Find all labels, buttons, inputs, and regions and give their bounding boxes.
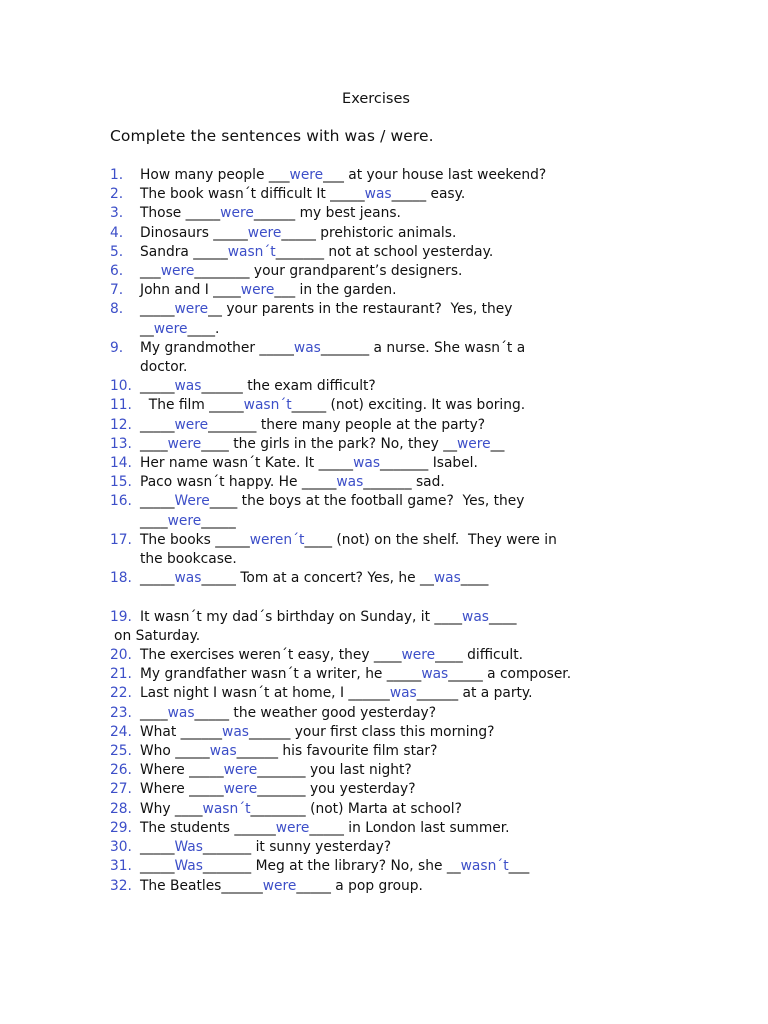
exercise-item (110, 531, 630, 569)
sentence-text: _____ (140, 301, 175, 318)
exercise-item (110, 838, 630, 857)
exercise-item (110, 780, 630, 799)
answer-word: Was (174, 858, 203, 875)
sentence-text: The books _____ (140, 531, 250, 548)
answer-word: wasn´t (460, 858, 509, 875)
sentence (140, 454, 630, 473)
sentence-text: Her name wasn´t Kate. It _____ (140, 455, 354, 472)
answer-word: was (293, 339, 321, 356)
sentence-text: ____ (not) on the shelf. They were in (304, 531, 557, 548)
sentence-text: Where _____ (140, 781, 224, 798)
sentence-text: Those _____ (140, 205, 221, 222)
sentence-text: _____ easy. (391, 186, 466, 203)
sentence-text: _____ (140, 416, 175, 433)
sentence-text: ____ difficult. (435, 647, 523, 664)
answer-word: was (462, 608, 489, 625)
answer-word: were (401, 647, 436, 664)
sentence-text: The Beatles______ (140, 877, 263, 894)
exercise-item (110, 435, 630, 454)
answer-word: were (174, 416, 209, 433)
sentence-text: ___ (140, 263, 161, 280)
item-number: 10. (110, 378, 132, 395)
sentence-text: ____ (140, 704, 168, 721)
item-number: 25. (110, 743, 132, 760)
answer-word: weren´t (249, 531, 305, 548)
sentence (140, 204, 630, 223)
sentence (140, 243, 630, 262)
sentence-text: Who _____ (140, 743, 210, 760)
exercise-item (110, 416, 630, 435)
answer-word: was (336, 474, 364, 491)
sentence-text: _____ (140, 378, 175, 395)
item-number: 9. (110, 339, 124, 356)
exercise-item (110, 243, 630, 262)
exercise-item (110, 185, 630, 204)
sentence-text: _____ in London last summer. (309, 819, 510, 836)
sentence (140, 608, 630, 627)
sentence-text: doctor. (140, 359, 188, 376)
item-number: 29. (110, 819, 132, 836)
item-number: 30. (110, 839, 132, 856)
sentence (140, 761, 630, 780)
sentence-text: ____ (140, 512, 168, 529)
answer-word: were (220, 205, 254, 222)
exercise-item (110, 492, 630, 530)
exercise-item (110, 646, 630, 665)
sentence (140, 742, 630, 761)
exercise-item (110, 339, 630, 377)
answer-word: was (433, 570, 461, 587)
item-number: 28. (110, 800, 132, 817)
sentence-text: _____ (140, 858, 175, 875)
exercise-item (110, 723, 630, 742)
item-number: 3. (110, 205, 124, 222)
exercise-item (110, 281, 630, 300)
sentence-text: ___ (508, 858, 530, 875)
sentence (140, 704, 630, 723)
sentence (140, 800, 630, 819)
sentence (140, 281, 630, 300)
sentence (140, 377, 630, 396)
exercise-item-wrap (110, 608, 630, 646)
answer-word: were (223, 781, 258, 798)
sentence-text: _______ you yesterday? (257, 781, 416, 798)
answer-word: wasn´t (243, 397, 292, 414)
item-number: 7. (110, 282, 124, 299)
sentence-text: My grandmother _____ (140, 339, 294, 356)
sentence-text: _____ the weather good yesterday? (194, 704, 437, 721)
exercise-item (110, 569, 630, 588)
sentence (140, 492, 630, 530)
exercise-item (110, 166, 630, 185)
sentence-text: John and I ____ (140, 282, 241, 299)
exercise-item (110, 742, 630, 761)
item-number: 1. (110, 167, 124, 183)
sentence (140, 857, 630, 876)
answer-word: were (247, 224, 282, 241)
exercise-item (110, 761, 630, 780)
sentence-text: The exercises weren´t easy, they ____ (140, 647, 402, 664)
answer-word: were (160, 263, 195, 280)
sentence-text: Where _____ (140, 762, 224, 779)
sentence-text: My grandfather wasn´t a writer, he _____ (140, 666, 422, 683)
answer-word: were (262, 877, 297, 894)
sentence (140, 166, 630, 185)
exercise-item (110, 454, 630, 473)
exercise-item (110, 262, 630, 281)
sentence-text: How many people ___ (140, 167, 290, 183)
sentence-text: ________ your grandparent’s designers. (194, 263, 463, 280)
sentence (140, 877, 630, 896)
answer-word: was (389, 685, 417, 702)
sentence-text: What ______ (140, 723, 223, 740)
item-number: 21. (110, 666, 132, 683)
sentence (140, 569, 630, 588)
item-number: 24. (110, 723, 132, 740)
answer-word: was (209, 743, 237, 760)
answer-word: was (174, 378, 202, 395)
sentence-text: _____ (not) exciting. It was boring. (291, 397, 526, 414)
answer-word: was (421, 666, 449, 683)
exercise-list (110, 166, 630, 896)
answer-word: were (289, 167, 324, 183)
sentence-text: the bookcase. (140, 551, 237, 568)
answer-word: wasn´t (202, 800, 251, 817)
item-number: 19. (110, 608, 132, 625)
sentence (140, 646, 630, 665)
sentence (140, 262, 630, 281)
answer-word: were (167, 435, 202, 452)
sentence-text: Why ____ (140, 800, 203, 817)
item-number: 14. (110, 455, 132, 472)
sentence-text: _____ (201, 512, 236, 529)
page-title: Exercises (342, 91, 410, 107)
sentence-text: _____ a composer. (448, 666, 572, 683)
sentence (140, 416, 630, 435)
sentence-text: __ your parents in the restaurant? Yes, they (208, 301, 513, 318)
item-number: 6. (110, 263, 124, 280)
item-number: 26. (110, 762, 132, 779)
item-number: 11. (110, 397, 132, 414)
sentence-text: ___ at your house last weekend? (323, 167, 547, 183)
item-number: 5. (110, 243, 124, 260)
sentence-text: ________ (not) Marta at school? (250, 800, 462, 817)
sentence-text: Paco wasn´t happy. He _____ (140, 474, 337, 491)
answer-word: were (167, 512, 202, 529)
sentence (140, 224, 630, 243)
exercise-item (110, 377, 630, 396)
sentence-text: Sandra _____ (140, 243, 228, 260)
answer-word: Were (174, 493, 210, 510)
sentence-text: _____ a pop group. (296, 877, 423, 894)
sentence-text: ____ the girls in the park? No, they __ (201, 435, 458, 452)
item-number: 13. (110, 435, 132, 452)
answer-word: were (223, 762, 258, 779)
sentence (140, 473, 630, 492)
sentence (140, 838, 630, 857)
sentence-text: ____ (460, 570, 489, 587)
sentence (140, 435, 630, 454)
exercise-item (110, 473, 630, 492)
item-number: 12. (110, 416, 132, 433)
sentence-text: _____ (140, 493, 175, 510)
exercise-item (110, 204, 630, 223)
item-number: 2. (110, 186, 124, 203)
exercise-item (110, 300, 630, 338)
exercise-item (110, 396, 630, 415)
answer-word: was (167, 704, 195, 721)
sentence-text: It wasn´t my dad´s birthday on Sunday, it ____ (140, 608, 463, 625)
sentence-text: ______ my best jeans. (253, 205, 401, 222)
sentence-text: on Saturday. (114, 627, 201, 644)
sentence-text: Last night I wasn´t at home, I ______ (140, 685, 390, 702)
exercise-item (110, 608, 630, 627)
sentence-text: The book wasn´t difficult It _____ (140, 186, 365, 203)
sentence-text: _____ Tom at a concert? Yes, he __ (201, 570, 434, 587)
sentence (140, 780, 630, 799)
answer-word: was (222, 723, 249, 740)
sentence (140, 300, 630, 338)
sentence (140, 396, 630, 415)
sentence-text: _______ a nurse. She wasn´t a (320, 339, 526, 356)
exercise-instruction: Complete the sentences with was / were. (110, 127, 434, 145)
answer-word: was (353, 455, 381, 472)
sentence (140, 684, 630, 703)
sentence-text: __ (140, 320, 154, 337)
sentence-text: ______ the exam difficult? (201, 378, 376, 395)
sentence-text: _______ not at school yesterday. (275, 243, 494, 260)
sentence-text: ______ at a party. (416, 685, 533, 702)
item-number: 32. (110, 877, 132, 894)
answer-word: were (174, 301, 209, 318)
item-number: 17. (110, 531, 132, 548)
answer-word: were (275, 819, 310, 836)
answer-word: were (153, 320, 188, 337)
sentence-text: ____ (488, 608, 517, 625)
exercise-item (110, 877, 630, 896)
sentence (140, 531, 630, 569)
sentence-text: _______ sad. (363, 474, 445, 491)
item-number: 20. (110, 647, 132, 664)
item-number: 15. (110, 474, 132, 491)
sentence (140, 185, 630, 204)
sentence-text: _____ prehistoric animals. (281, 224, 457, 241)
sentence-text: _______ it sunny yesterday? (202, 839, 392, 856)
item-number: 18. (110, 570, 132, 587)
exercise-item (110, 857, 630, 876)
sentence (140, 819, 630, 838)
item-number: 23. (110, 704, 132, 721)
exercise-item (110, 224, 630, 243)
sentence-text: _______ you last night? (257, 762, 412, 779)
exercise-item (110, 684, 630, 703)
exercise-item (110, 665, 630, 684)
sentence (140, 665, 630, 684)
answer-word: were (457, 435, 491, 452)
sentence-text: ____ (140, 435, 168, 452)
sentence-text: ____. (187, 320, 220, 337)
sentence-text: __ (490, 435, 505, 452)
sentence-text: Dinosaurs _____ (140, 224, 248, 241)
sentence-text: ______ your first class this morning? (248, 723, 495, 740)
sentence-text: The students ______ (140, 819, 276, 836)
sentence-text: ______ his favourite film star? (236, 743, 438, 760)
sentence (140, 339, 630, 377)
sentence (140, 723, 630, 742)
item-number: 22. (110, 685, 132, 702)
sentence-text: The film _____ (140, 397, 244, 414)
sentence-text: _______ Isabel. (380, 455, 478, 472)
sentence-continuation (110, 627, 630, 646)
answer-word: Was (174, 839, 203, 856)
sentence-text: _______ Meg at the library? No, she __ (202, 858, 461, 875)
item-number: 4. (110, 224, 124, 241)
sentence-text: ____ the boys at the football game? Yes, they (209, 493, 525, 510)
answer-word: were (240, 282, 275, 299)
answer-word: was (174, 570, 202, 587)
sentence-text: _____ (140, 839, 175, 856)
item-number: 16. (110, 493, 132, 510)
item-number: 8. (110, 301, 124, 318)
item-number: 31. (110, 858, 132, 875)
exercise-item (110, 800, 630, 819)
item-number: 27. (110, 781, 132, 798)
sentence-text: _______ there many people at the party? (208, 416, 486, 433)
exercise-item (110, 819, 630, 838)
sentence-text: ___ in the garden. (274, 282, 397, 299)
sentence-text: _____ (140, 570, 175, 587)
answer-word: was (364, 186, 392, 203)
answer-word: wasn´t (227, 243, 276, 260)
exercise-item (110, 704, 630, 723)
